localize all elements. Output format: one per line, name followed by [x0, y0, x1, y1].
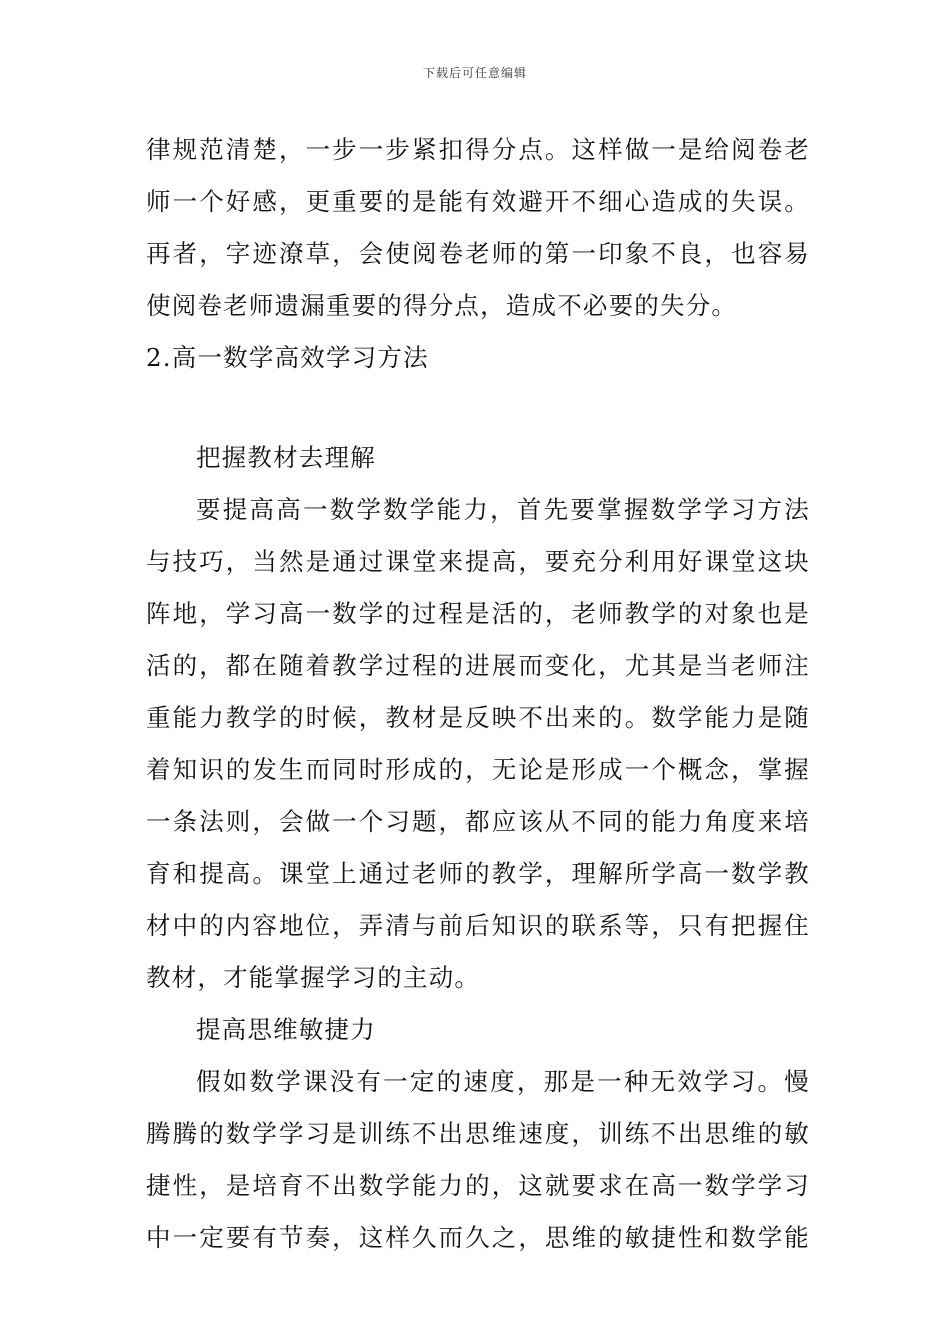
paragraph-line: 一条法则，会做一个习题，都应该从不同的能力角度来培: [146, 807, 810, 836]
paragraph-line: 再者，字迹潦草，会使阅卷老师的第一印象不良，也容易: [146, 239, 810, 268]
paragraph-line: 育和提高。课堂上通过老师的教学，理解所学高一数学教: [146, 859, 810, 888]
paragraph-line: 假如数学课没有一定的速度，那是一种无效学习。慢: [196, 1067, 810, 1096]
paragraph-line: 教材，才能掌握学习的主动。: [146, 963, 481, 992]
subsection-title: 把握教材去理解: [196, 443, 376, 472]
section-spacer: [146, 384, 810, 432]
paragraph-line: 律规范清楚，一步一步紧扣得分点。这样做一是给阅卷老: [146, 135, 810, 164]
paragraph-line: 使阅卷老师遗漏重要的得分点，造成不必要的失分。: [146, 291, 738, 320]
document-body: [146, 124, 810, 1264]
paragraph-line: 着知识的发生而同时形成的，无论是形成一个概念，掌握: [146, 755, 810, 784]
paragraph-line: 师一个好感，更重要的是能有效避开不细心造成的失误。: [146, 187, 810, 216]
paragraph-line: 阵地，学习高一数学的过程是活的，老师教学的对象也是: [146, 599, 810, 628]
page-header: 下载后可任意编辑: [422, 66, 527, 80]
paragraph-line: 活的，都在随着教学过程的进展而变化，尤其是当老师注: [146, 651, 810, 680]
subsection-title: 提高思维敏捷力: [196, 1015, 376, 1044]
paragraph-line: 捷性，是培育不出数学能力的，这就要求在高一数学学习: [146, 1171, 810, 1200]
paragraph-line: 重能力教学的时候，教材是反映不出来的。数学能力是随: [146, 703, 810, 732]
paragraph-line: 腾腾的数学学习是训练不出思维速度，训练不出思维的敏: [146, 1119, 810, 1148]
paragraph-line: 中一定要有节奏，这样久而久之，思维的敏捷性和数学能: [146, 1223, 810, 1252]
paragraph-line: 材中的内容地位，弄清与前后知识的联系等，只有把握住: [146, 911, 810, 940]
paragraph-line: 与技巧，当然是通过课堂来提高，要充分利用好课堂这块: [146, 547, 810, 576]
section-heading: 2.高一数学高效学习方法: [146, 343, 429, 372]
paragraph-line: 要提高高一数学数学能力，首先要掌握数学学习方法: [196, 495, 810, 524]
